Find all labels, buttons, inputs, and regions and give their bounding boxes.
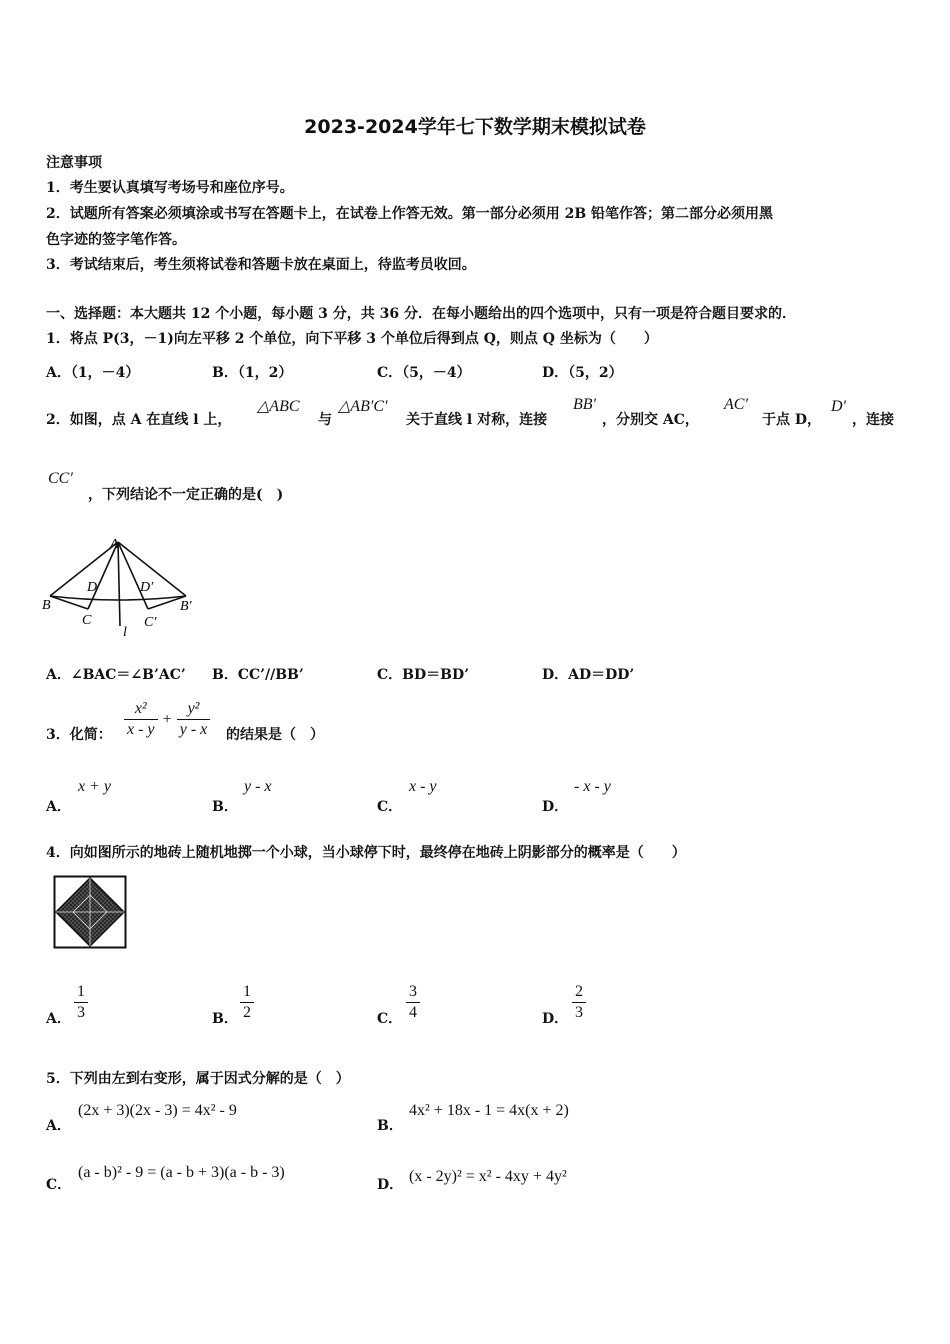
figure-label-a: A bbox=[110, 537, 119, 552]
q5-stem: 5．下列由左到右变形，属于因式分解的是（ ） bbox=[46, 1071, 350, 1087]
figure-label-c-prime: C′ bbox=[144, 615, 157, 630]
notice-item-2-cont: 色字迹的签字笔作答。 bbox=[46, 232, 186, 248]
q4-option-d bbox=[572, 983, 586, 1022]
q4-option-c-numerator: 3 bbox=[409, 983, 417, 1000]
q3-fraction-2-numerator: y² bbox=[187, 700, 200, 717]
q4-tile-figure bbox=[53, 875, 127, 949]
q2-option-b: B．CC’//BB’ bbox=[212, 667, 304, 683]
section-heading: 一、选择题：本大题共 12 个小题，每小题 3 分，共 36 分．在每小题给出的四个选项中，只有一项是符合题目要求的． bbox=[46, 306, 796, 322]
q4-stem: 4．向如图所示的地砖上随机地掷一个小球，当小球停下时，最终停在地砖上阴影部分的概率是（ ） bbox=[46, 845, 686, 861]
q3-option-b: y - x bbox=[244, 778, 272, 795]
q5-option-a: (2x + 3)(2x - 3) = 4x² - 9 bbox=[78, 1102, 237, 1119]
page-title: 2023-2024学年七下数学期末模拟试卷 bbox=[304, 116, 646, 138]
q3-fraction-2-denominator: y - x bbox=[177, 719, 211, 739]
q3-fraction-1-numerator: x² bbox=[134, 700, 147, 717]
q2-stem-part4: ，分别交 AC， bbox=[602, 412, 699, 428]
q2-option-d: D．AD＝DD’ bbox=[542, 667, 635, 683]
q2-stem-part2: 与 bbox=[318, 412, 332, 428]
notice-heading: 注意事项 bbox=[46, 155, 102, 171]
q1-option-a: A．（1，－4） bbox=[46, 365, 140, 381]
q4-option-d-denominator: 3 bbox=[572, 1002, 586, 1022]
q5-option-d: (x - 2y)² = x² - 4xy + 4y² bbox=[409, 1168, 567, 1185]
q5-label-b: B． bbox=[377, 1118, 403, 1134]
q2-stem-part5: 于点 D， bbox=[762, 412, 822, 428]
q2-math-triangle-abc-prime: △AB′C′ bbox=[338, 398, 388, 415]
q4-option-a bbox=[74, 983, 88, 1022]
q5-option-c: (a - b)² - 9 = (a - b + 3)(a - b - 3) bbox=[78, 1164, 285, 1181]
q2-stem-part1: 2．如图，点 A 在直线 l 上， bbox=[46, 412, 232, 428]
q3-option-a: x + y bbox=[78, 778, 111, 795]
figure-label-d: D bbox=[87, 580, 98, 595]
q3-fraction-1-denominator: x - y bbox=[124, 719, 158, 739]
q2-math-ac-prime: AC′ bbox=[724, 396, 748, 413]
q4-option-c bbox=[406, 983, 420, 1022]
q2-stem-part3: 关于直线 l 对称，连接 bbox=[406, 412, 548, 428]
q5-label-d: D． bbox=[377, 1177, 404, 1193]
q3-label-d: D． bbox=[542, 799, 569, 815]
notice-item-2: 2．试题所有答案必须填涂或书写在答题卡上，在试卷上作答无效。第一部分必须用 2B 铅笔作答；第二部分必须用黑 bbox=[46, 206, 774, 222]
q4-label-b: B． bbox=[212, 1011, 238, 1027]
q2-option-c: C．BD＝BD’ bbox=[377, 667, 469, 683]
q4-label-a: A． bbox=[46, 1011, 71, 1027]
q2-math-bb-prime: BB′ bbox=[573, 396, 597, 413]
q4-option-c-denominator: 4 bbox=[406, 1002, 420, 1022]
q2-stem-part7: ，下列结论不一定正确的是( ) bbox=[88, 487, 284, 503]
q3-stem-part2: 的结果是（ ） bbox=[226, 727, 324, 743]
q5-label-c: C． bbox=[46, 1177, 72, 1193]
q1-stem: 1．将点 P(3，－1)向左平移 2 个单位，向下平移 3 个单位后得到点 Q，则点 Q 坐标为（ ） bbox=[46, 331, 658, 347]
q2-stem-part6: ，连接 bbox=[852, 412, 894, 428]
q2-math-cc-prime: CC′ bbox=[48, 470, 73, 487]
q3-label-b: B． bbox=[212, 799, 238, 815]
q4-option-a-denominator: 3 bbox=[74, 1002, 88, 1022]
q3-fraction-1 bbox=[124, 700, 158, 739]
notice-item-1: 1．考生要认真填写考场号和座位序号。 bbox=[46, 180, 294, 196]
q4-option-b-denominator: 2 bbox=[240, 1002, 254, 1022]
q3-label-a: A． bbox=[46, 799, 71, 815]
q3-fraction-2 bbox=[177, 700, 211, 739]
notice-item-3: 3．考试结束后，考生须将试卷和答题卡放在桌面上，待监考员收回。 bbox=[46, 257, 476, 273]
q5-label-a: A． bbox=[46, 1118, 71, 1134]
q2-figure bbox=[40, 530, 210, 640]
q1-option-c: C．（5，－4） bbox=[377, 365, 471, 381]
q1-option-b: B．（1，2） bbox=[212, 365, 293, 381]
q2-math-d-prime: D′ bbox=[831, 398, 847, 415]
q5-option-b: 4x² + 18x - 1 = 4x(x + 2) bbox=[409, 1102, 569, 1119]
q4-option-b-numerator: 1 bbox=[243, 983, 251, 1000]
q3-option-d: - x - y bbox=[574, 778, 611, 795]
q3-expression bbox=[124, 700, 210, 739]
q2-math-triangle-abc: △ABC bbox=[257, 398, 300, 415]
q4-label-d: D． bbox=[542, 1011, 569, 1027]
figure-label-b-prime: B′ bbox=[180, 599, 192, 614]
q4-option-a-numerator: 1 bbox=[77, 983, 85, 1000]
figure-label-b: B bbox=[42, 598, 51, 613]
q1-option-d: D．（5，2） bbox=[542, 365, 623, 381]
figure-label-l: l bbox=[123, 625, 127, 640]
q4-option-d-numerator: 2 bbox=[575, 983, 583, 1000]
q3-label-c: C． bbox=[377, 799, 403, 815]
figure-label-d-prime: D′ bbox=[140, 580, 154, 595]
q3-plus-sign: + bbox=[162, 711, 172, 728]
q3-stem-part1: 3．化简： bbox=[46, 727, 112, 743]
q2-option-a: A．∠BAC＝∠B’AC’ bbox=[46, 667, 186, 683]
q4-option-b bbox=[240, 983, 254, 1022]
q4-label-c: C． bbox=[377, 1011, 403, 1027]
q3-option-c: x - y bbox=[409, 778, 437, 795]
figure-label-c: C bbox=[82, 613, 92, 628]
